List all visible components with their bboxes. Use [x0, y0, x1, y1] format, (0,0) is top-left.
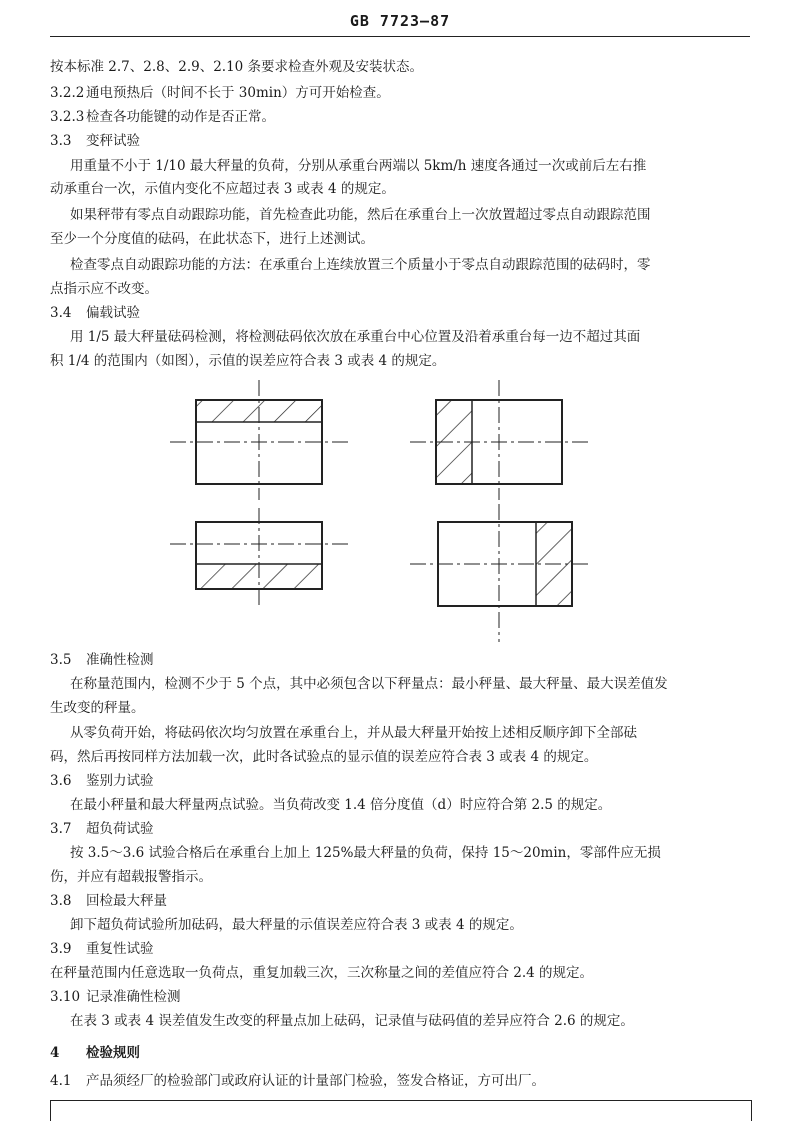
- heading-number: 3.9: [50, 941, 72, 957]
- header-rule: [50, 36, 750, 37]
- text-line: 从零负荷开始，将砝码依次均匀放置在承重台上，并从最大秤量开始按上述相反顺序卸下全部砝: [70, 725, 637, 741]
- heading-3-6: [50, 772, 154, 790]
- heading-text: 记录准确性检测: [86, 989, 181, 1005]
- eccentric-load-diagram: [160, 380, 620, 650]
- text-line: 在最小秤量和最大秤量两点试验。当负荷改变 1.4 倍分度值（d）时应符合第 2.5 的规定。: [70, 797, 612, 813]
- heading-text: 重复性试验: [86, 941, 154, 957]
- text-line: 点指示应不改变。: [50, 281, 158, 297]
- load-position-right: [410, 504, 592, 642]
- heading-number: 3.2.3: [50, 109, 85, 125]
- heading-3-4: [50, 304, 140, 322]
- heading-3-2-2: [50, 84, 390, 102]
- text-line: 生改变的秤量。: [50, 700, 145, 716]
- load-position-bottom: [170, 508, 348, 606]
- heading-4-1: [50, 1072, 545, 1090]
- text-line: 码，然后再按同样方法加载一次，此时各试验点的显示值的误差应符合表 3 或表 4 的规定。: [50, 749, 598, 765]
- heading-4: [50, 1044, 140, 1062]
- heading-number: 3.4: [50, 305, 72, 321]
- text-line: 按本标准 2.7、2.8、2.9、2.10 条要求检查外观及安装状态。: [50, 59, 424, 75]
- heading-text: 产品须经厂的检验部门或政府认证的计量部门检验，签发合格证，方可出厂。: [86, 1073, 545, 1089]
- heading-number: 3.5: [50, 652, 72, 668]
- text-line: 积 1/4 的范围内（如图），示值的误差应符合表 3 或表 4 的规定。: [50, 353, 446, 369]
- text-line: 伤，并应有超载报警指示。: [50, 869, 212, 885]
- heading-text: 超负荷试验: [86, 821, 154, 837]
- text-line: 检查零点自动跟踪功能的方法：在承重台上连续放置三个质量小于零点自动跟踪范围的砝码时，零: [70, 257, 651, 273]
- heading-number: 3.8: [50, 893, 72, 909]
- heading-number: 3.2.2: [50, 85, 85, 101]
- heading-number: 4.1: [50, 1073, 72, 1089]
- text-line: 用重量不小于 1/10 最大秤量的负荷，分别从承重台两端以 5km/h 速度各通过一次或前后左右推: [70, 158, 647, 174]
- text-line: 按 3.5～3.6 试验合格后在承重台上加上 125%最大秤量的负荷，保持 15～20min，零部件应无损: [70, 845, 661, 861]
- heading-text: 鉴别力试验: [86, 773, 154, 789]
- text-line: 卸下超负荷试验所加砝码，最大秤量的示值误差应符合表 3 或表 4 的规定。: [70, 917, 523, 933]
- text-line: 在称量范围内，检测不少于 5 个点，其中必须包含以下秤量点：最小秤量、最大秤量、最大误差值发: [70, 676, 668, 692]
- heading-text: 检查各功能键的动作是否正常。: [86, 109, 275, 125]
- text-line: 用 1/5 最大秤量砝码检测，将检测砝码依次放在承重台中心位置及沿着承重台每一边不超过其面: [70, 329, 641, 345]
- heading-text: 准确性检测: [86, 652, 154, 668]
- heading-3-7: [50, 820, 154, 838]
- heading-text: 偏载试验: [86, 305, 140, 321]
- load-position-top: [170, 380, 348, 500]
- heading-text: 回检最大秤量: [86, 893, 167, 909]
- heading-3-3: [50, 132, 140, 150]
- load-position-left: [410, 380, 588, 500]
- heading-text: 通电预热后（时间不长于 30min）方可开始检查。: [86, 85, 390, 101]
- text-line: 在秤量范围内任意选取一负荷点，重复加载三次，三次称量之间的差值应符合 2.4 的规定。: [50, 965, 594, 981]
- table-top-border: [50, 1100, 752, 1121]
- text-line: 在表 3 或表 4 误差值发生改变的秤量点加上砝码，记录值与砝码值的差异应符合 2.6 的规定。: [70, 1013, 634, 1029]
- heading-text: 变秤试验: [86, 133, 140, 149]
- heading-number: 3.3: [50, 133, 72, 149]
- page-header-code: GB 7723—87: [349, 12, 451, 30]
- text-line: 动承重台一次，示值内变化不应超过表 3 或表 4 的规定。: [50, 181, 395, 197]
- text-line: 如果秤带有零点自动跟踪功能，首先检查此功能，然后在承重台上一次放置超过零点自动跟踪范围: [70, 207, 651, 223]
- heading-text: 检验规则: [86, 1045, 140, 1061]
- heading-number: 4: [50, 1045, 60, 1061]
- heading-3-10: [50, 988, 181, 1006]
- heading-3-8: [50, 892, 167, 910]
- text-line: 至少一个分度值的砝码，在此状态下，进行上述测试。: [50, 231, 374, 247]
- heading-3-2-3: [50, 108, 275, 126]
- heading-number: 3.7: [50, 821, 72, 837]
- heading-number: 3.6: [50, 773, 72, 789]
- heading-3-9: [50, 940, 154, 958]
- heading-3-5: [50, 651, 154, 669]
- heading-number: 3.10: [50, 989, 81, 1005]
